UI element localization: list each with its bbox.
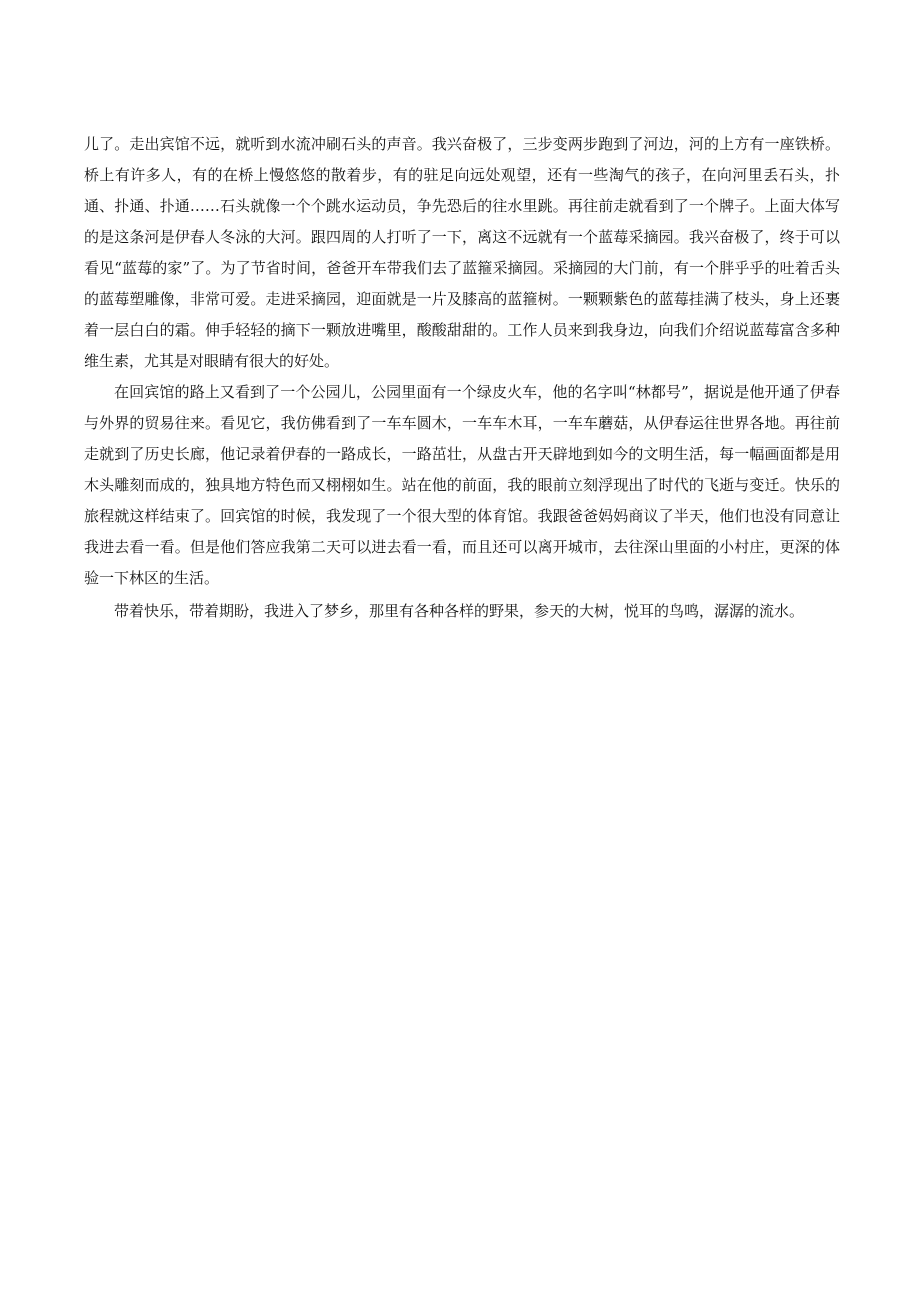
body-text: [84, 129, 840, 627]
paragraph-2: 在回宾馆的路上又看到了一个公园儿，公园里面有一个绿皮火车，他的名字叫“林都号”，据说是他开通了伊春与外界的贸易往来。看见它，我仿佛看到了一车车圆木，一车车木耳，一车车蘑菇，从伊春运往世界各地。再往前走就到了历史长廊，他记录着伊春的一路成长，一路茁壮，从盘古开天辟地到如今的文明生活，每一幅画面都是用木头雕刻而成的，独具地方特色而又栩栩如生。站在他的前面，我的眼前立刻浮现出了时代的飞逝与变迁。快乐的旅程就这样结束了。回宾馆的时候，我发现了一个很大型的体育馆。我跟爸爸妈妈商议了半天，他们也没有同意让我进去看一看。但是他们答应我第二天可以进去看一看，而且还可以离开城市，去往深山里面的小村庄，更深的体验一下林区的生活。: [84, 383, 840, 587]
paragraph-3: 带着快乐，带着期盼，我进入了梦乡，那里有各种各样的野果，参天的大树，悦耳的鸟鸣，潺潺的流水。: [114, 602, 805, 620]
paragraph-1: 儿了。走出宾馆不远，就听到水流冲刷石头的声音。我兴奋极了，三步变两步跑到了河边，河的上方有一座铁桥。桥上有许多人，有的在桥上慢悠悠的散着步，有的驻足向远处观望，还有一些淘气的孩子，在向河里丢石头，扑通、扑通、扑通……石头就像一个个跳水运动员，争先恐后的往水里跳。再往前走就看到了一个牌子。上面大体写的是这条河是伊春人冬泳的大河。跟四周的人打听了一下，离这不远就有一个蓝莓采摘园。我兴奋极了，终于可以看见“蓝莓的家”了。为了节省时间，爸爸开车带我们去了蓝箍采摘园。采摘园的大门前，有一个胖乎乎的吐着舌头的蓝莓塑雕像，非常可爱。走进采摘园，迎面就是一片及膝高的蓝箍树。一颗颗紫色的蓝莓挂满了枝头，身上还裹着一层白白的霜。伸手轻轻的摘下一颗放进嘴里，酸酸甜甜的。工作人员来到我身边，向我们介绍说蓝莓富含多种维生素，尤其是对眼睛有很大的好处。: [84, 135, 840, 370]
